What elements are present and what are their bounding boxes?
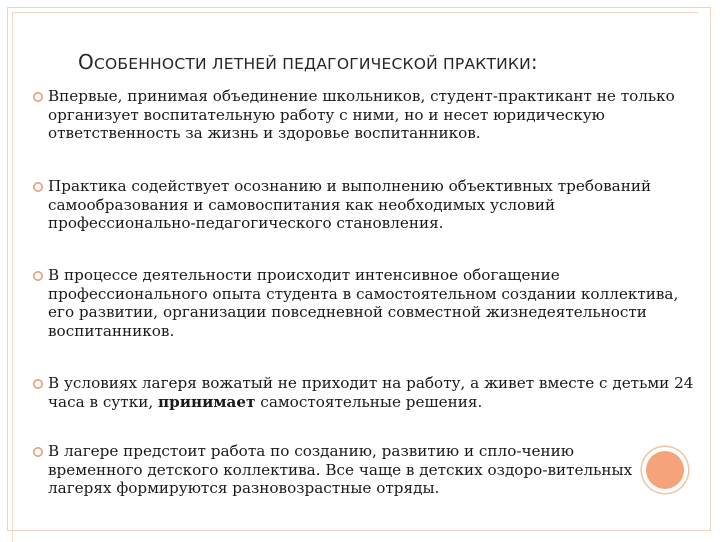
bullet-item bbox=[48, 374, 698, 411]
bullet-item bbox=[48, 266, 698, 340]
circle-outline-icon bbox=[32, 181, 44, 193]
slide-title bbox=[78, 50, 678, 74]
circle-outline-icon bbox=[32, 270, 44, 282]
bullet-text: Впервые, принимая объединение школьников, студент-практикант не только организует воспитательную работу с ними, но и несет юридическую ответственность за жизнь и здоровье воспитанников. bbox=[48, 87, 675, 142]
bullet-text bbox=[48, 374, 698, 411]
bullet-text-after: самостоятельные решения. bbox=[255, 392, 483, 411]
bullet-text: В лагере предстоит работа по созданию, развитию и спло-чению временного детского коллектива. Все чаще в детских оздоро-вительных лагерях формируются разновозрастные отряды. bbox=[48, 442, 633, 497]
circle-outline-icon bbox=[32, 446, 44, 458]
bullet-text: Практика содействует осознанию и выполнению объективных требований самообразования и самовоспитания как необходимых условий профессионально-педагогического становления. bbox=[48, 177, 652, 232]
bullet-item bbox=[48, 87, 698, 143]
decorative-circle bbox=[646, 451, 684, 489]
bullet-text: В процессе деятельности происходит интенсивное обогащение профессионального опыта студента в самостоятельном создании коллектива, его развитии, организации повседневной совместной жизнедеятельности воспитанников. bbox=[48, 266, 679, 340]
bullet-text-before: В условиях лагеря вожатый не приходит на работу, а живет вместе с детьми 24 часа в сутки, bbox=[48, 374, 694, 411]
title-colon: : bbox=[530, 50, 538, 74]
title-rest: СОБЕННОСТИ ЛЕТНЕЙ ПЕДАГОГИЧЕСКОЙ ПРАКТИКИ bbox=[93, 55, 531, 73]
bullet-item bbox=[48, 177, 698, 233]
title-first-letter: О bbox=[78, 50, 94, 74]
circle-outline-icon bbox=[32, 91, 44, 103]
bullet-item bbox=[48, 442, 658, 498]
bullet-text-bold: принимает bbox=[157, 392, 256, 411]
circle-outline-icon bbox=[32, 378, 44, 390]
